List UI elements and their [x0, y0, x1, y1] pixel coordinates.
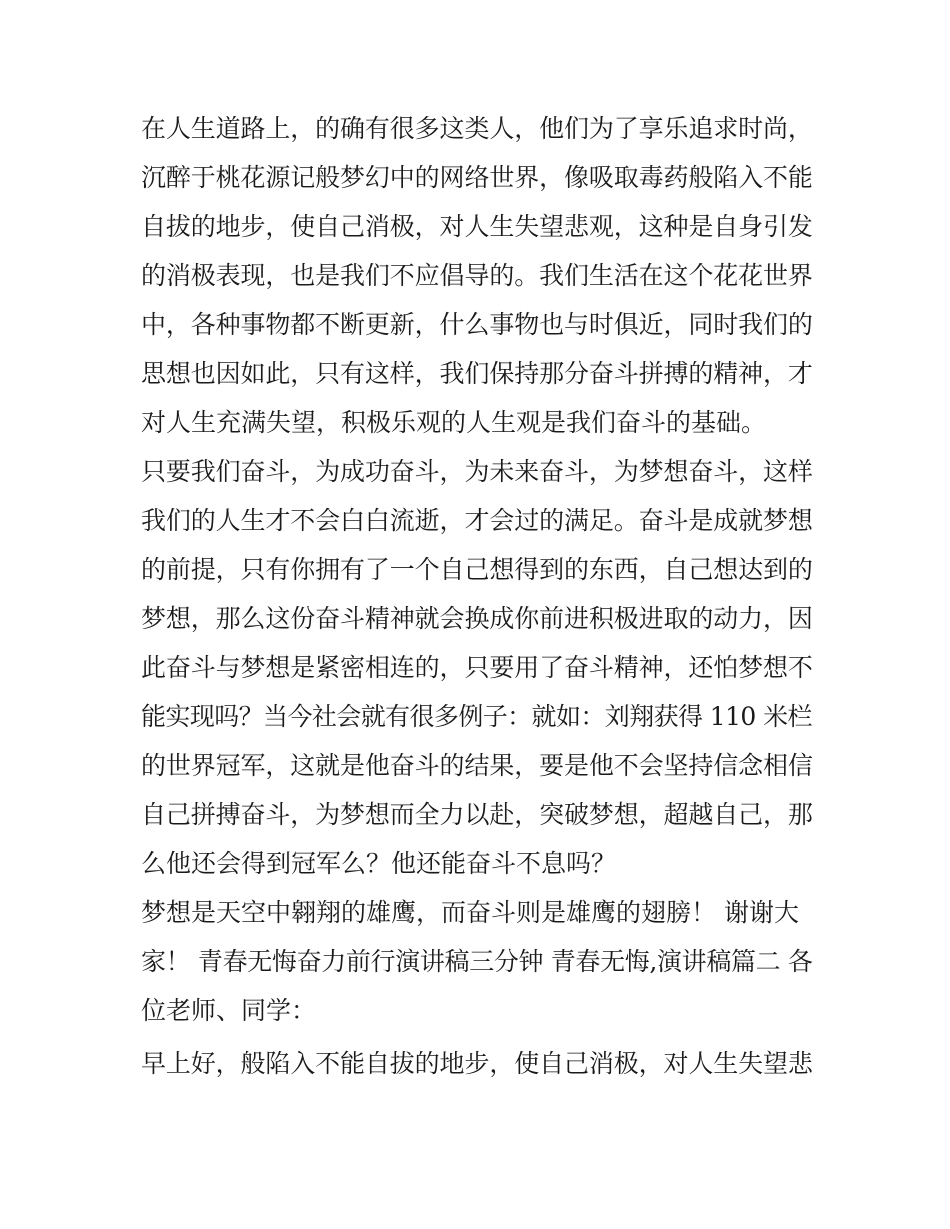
text-line: 的消极表现，也是我们不应倡导的。我们生活在这个花花世界 [141, 261, 813, 290]
text-line: 早上好，般陷入不能自拔的地步，使自己消极，对人生失望悲 [141, 1049, 813, 1078]
text-line: 梦想，那么这份奋斗精神就会换成你前进积极进取的动力，因 [141, 604, 813, 633]
text-line: 梦想是天空中翱翔的雄鹰，而奋斗则是雄鹰的翅膀！ 谢谢大 [141, 898, 799, 927]
text-line: 位老师、同学： [141, 996, 317, 1025]
text-line: 中，各种事物都不断更新，什么事物也与时俱近，同时我们的 [141, 310, 813, 339]
text-line: 思想也因如此，只有这样，我们保持那分奋斗拼搏的精神，才 [141, 359, 813, 388]
text-line: 自拔的地步，使自己消极，对人生失望悲观，这种是自身引发 [141, 212, 813, 241]
text-line: 自己拼搏奋斗，为梦想而全力以赴，突破梦想，超越自己，那 [141, 800, 813, 829]
text-line: 此奋斗与梦想是紧密相连的，只要用了奋斗精神，还怕梦想不 [141, 653, 813, 682]
text-line: 只要我们奋斗，为成功奋斗，为未来奋斗，为梦想奋斗，这样 [141, 457, 813, 486]
text-line: 么他还会得到冠军么？他还能奋斗不息吗？ [141, 849, 617, 878]
text-line: 在人生道路上，的确有很多这类人，他们为了享乐追求时尚， [141, 114, 813, 143]
text-line: 我们的人生才不会白白流逝，才会过的满足。奋斗是成就梦想 [141, 506, 813, 535]
text-line: 能实现吗？当今社会就有很多例子：就如：刘翔获得 110 米栏 [141, 702, 812, 731]
text-line: 的前提，只有你拥有了一个自己想得到的东西，自己想达到的 [141, 555, 813, 584]
text-line: 的世界冠军，这就是他奋斗的结果，要是他不会坚持信念相信 [141, 751, 813, 780]
text-line: 对人生充满失望，积极乐观的人生观是我们奋斗的基础。 [141, 408, 767, 437]
text-line: 家！ 青春无悔奋力前行演讲稿三分钟 青春无悔,演讲稿篇二 各 [141, 947, 813, 976]
text-line: 沉醉于桃花源记般梦幻中的网络世界，像吸取毒药般陷入不能 [141, 163, 813, 192]
